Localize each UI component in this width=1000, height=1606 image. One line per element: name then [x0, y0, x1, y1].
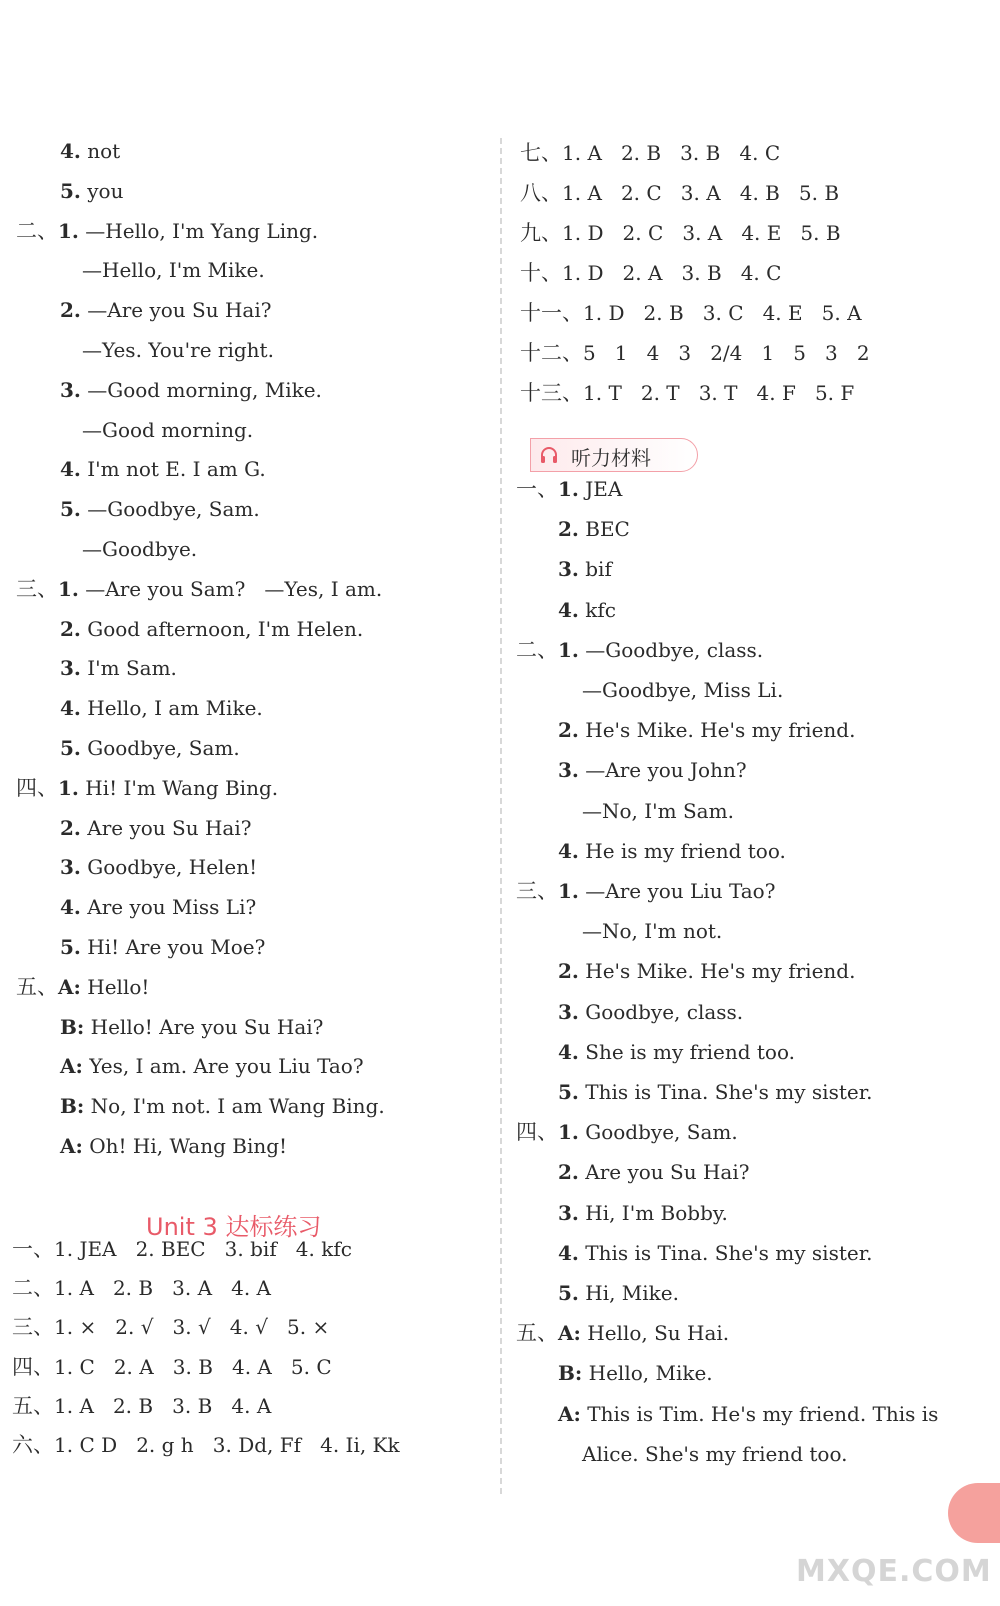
answer-text: —Good morning. [82, 417, 254, 442]
answer-text: BEC [578, 517, 630, 542]
answer-text: Alice. She's my friend too. [582, 1441, 848, 1466]
answer-line [16, 576, 382, 602]
answer-line [60, 138, 120, 164]
answer-line [60, 735, 240, 761]
item-number: 5. [60, 736, 81, 760]
transcript-line [516, 878, 775, 904]
answer-text: Goodbye, Helen! [80, 855, 258, 880]
column-divider [500, 138, 502, 1494]
item-number: 1. [58, 218, 79, 243]
transcript-line [582, 918, 722, 944]
transcript-line [558, 516, 630, 542]
item-number: 1. [58, 775, 79, 800]
answer-line [16, 218, 318, 244]
watermark-logo [796, 1490, 996, 1600]
item-number: 4. [558, 838, 579, 863]
section-number: 三、 [516, 879, 558, 903]
transcript-line [558, 1240, 872, 1266]
section-number: 九、 [520, 221, 562, 245]
answer-line [520, 140, 780, 166]
transcript-line [582, 798, 734, 824]
answer-text: Hi! I'm Wang Bing. [78, 775, 279, 800]
answer-text: 1. × 2. √ 3. √ 4. √ 5. × [54, 1315, 330, 1340]
item-number: 1. [58, 576, 79, 601]
answer-text: This is Tina. She's my sister. [578, 1080, 873, 1104]
item-number: 4. [558, 597, 579, 622]
answer-text: 1. T 2. T 3. T 4. F 5. F [583, 381, 855, 405]
transcript-line [516, 637, 763, 663]
answer-line [520, 260, 781, 286]
section-number: 七、 [520, 141, 562, 165]
section-number: 六、 [12, 1433, 54, 1457]
answer-text: I'm not E. I am G. [80, 457, 266, 482]
answer-text: She is my friend too. [578, 1039, 796, 1064]
answer-text: —No, I'm not. [582, 919, 723, 944]
section-number: 二、 [516, 637, 558, 662]
item-number: A: [558, 1401, 581, 1426]
item-number: A: [60, 1054, 83, 1079]
headphones-icon [539, 445, 559, 465]
transcript-line [558, 1159, 749, 1185]
item-number: 5. [60, 935, 81, 959]
transcript-line [558, 1079, 872, 1105]
watermark-text: MXQE.COM [796, 1554, 992, 1589]
item-number: A: [60, 1134, 83, 1158]
answer-text: This is Tim. He's my friend. This is [580, 1401, 939, 1426]
answer-text: Yes, I am. Are you Liu Tao? [82, 1054, 364, 1079]
section-number: 一、 [516, 477, 558, 501]
listening-material-label: 听力材料 [571, 446, 651, 470]
item-number: 2. [558, 1160, 579, 1185]
transcript-line [558, 1039, 795, 1065]
item-number: 2. [60, 815, 81, 840]
unit-answer-line [12, 1432, 400, 1458]
answer-line [60, 377, 322, 403]
answer-line [520, 180, 839, 206]
unit-answer-line [12, 1393, 271, 1419]
answer-text: Hello, Mike. [582, 1361, 713, 1386]
item-number: 4. [60, 457, 81, 482]
item-number: 2. [60, 616, 81, 641]
answer-line [82, 257, 265, 283]
answer-text: This is Tina. She's my sister. [578, 1240, 873, 1265]
section-number: 十一、 [520, 301, 583, 325]
item-number: 1. [558, 1120, 579, 1145]
transcript-line [558, 1200, 728, 1226]
section-number: 十、 [520, 261, 562, 285]
answer-line [520, 220, 841, 246]
transcript-line [558, 999, 743, 1025]
unit-answer-line [12, 1314, 329, 1340]
item-number: 3. [60, 656, 81, 681]
answer-text: —Goodbye. [82, 537, 198, 561]
answer-text: 5 1 4 3 2/4 1 5 3 2 [583, 341, 870, 365]
answer-line [60, 496, 260, 522]
answer-text: —Goodbye, class. [578, 637, 764, 662]
item-number: B: [60, 1014, 85, 1039]
answer-line [60, 854, 257, 880]
section-number: 四、 [16, 775, 58, 800]
section-number: 二、 [12, 1276, 54, 1301]
transcript-line [558, 1280, 679, 1306]
item-number: 4. [60, 139, 81, 163]
section-number: 五、 [12, 1393, 54, 1418]
item-number: 2. [60, 298, 81, 323]
answer-text: Good afternoon, I'm Helen. [80, 616, 364, 641]
answer-line [16, 974, 149, 1000]
section-number: 十三、 [520, 381, 583, 405]
answer-line [82, 417, 253, 443]
answer-line [60, 1093, 385, 1119]
item-number: 3. [558, 999, 579, 1024]
answer-line [82, 536, 197, 562]
item-number: 5. [558, 1080, 579, 1104]
transcript-line [516, 476, 622, 502]
answer-text: 1. A 2. B 3. B 4. C [562, 141, 781, 165]
section-number: 八、 [520, 181, 562, 205]
answer-text: 1. D 2. B 3. C 4. E 5. A [583, 301, 862, 325]
item-number: 2. [558, 959, 579, 984]
transcript-line [516, 1320, 729, 1346]
answer-line [60, 297, 271, 323]
answer-text: Hello! Are you Su Hai? [84, 1014, 324, 1039]
answer-text: 1. D 2. C 3. A 4. E 5. B [562, 221, 841, 245]
answer-line [60, 934, 265, 960]
item-number: 3. [558, 557, 579, 582]
answer-text: 1. C D 2. g h 3. Dd, Ff 4. Ii, Kk [54, 1433, 400, 1457]
answer-line [82, 337, 274, 363]
answer-line [16, 775, 278, 801]
answer-text: —No, I'm Sam. [582, 798, 734, 823]
answer-text: Goodbye, class. [578, 999, 744, 1024]
transcript-line [558, 597, 616, 623]
transcript-line [558, 717, 855, 743]
answer-text: He's Mike. He's my friend. [578, 959, 856, 984]
answer-text: —Hello, I'm Mike. [82, 258, 265, 283]
answer-text: JEA [578, 477, 623, 501]
item-number: 4. [60, 895, 81, 920]
item-number: 1. [558, 637, 579, 662]
answer-text: Are you Miss Li? [80, 895, 257, 920]
transcript-line [558, 1401, 938, 1427]
transcript-line [516, 1119, 738, 1145]
item-number: 4. [60, 696, 81, 721]
item-number: 1. [558, 879, 579, 903]
answer-line [60, 655, 177, 681]
item-number: 5. [558, 1281, 579, 1305]
answer-text: 1. A 2. B 3. A 4. A [54, 1276, 272, 1301]
answer-text: Hi, Mike. [578, 1281, 679, 1305]
answer-text: —Good morning, Mike. [80, 377, 322, 402]
answer-text: Hello! [80, 974, 150, 999]
answer-line [60, 815, 251, 841]
answer-line [60, 456, 266, 482]
answer-text: —Are you Liu Tao? [578, 879, 776, 903]
item-number: 3. [60, 377, 81, 402]
item-number: 3. [558, 1200, 579, 1225]
answer-line [60, 616, 363, 642]
unit-answer-line [12, 1275, 271, 1301]
answer-text: 1. A 2. B 3. B 4. A [54, 1393, 272, 1418]
answer-line [60, 1014, 323, 1040]
answer-text: Hi! Are you Moe? [80, 935, 266, 959]
section-number: 五、 [516, 1321, 558, 1346]
answer-text: I'm Sam. [80, 656, 177, 681]
section-number: 四、 [12, 1354, 54, 1379]
transcript-line [582, 1441, 848, 1467]
transcript-line [582, 677, 783, 703]
answer-text: Hello, Su Hai. [580, 1321, 730, 1346]
answer-text: He's Mike. He's my friend. [578, 718, 856, 743]
answer-text: No, I'm not. I am Wang Bing. [84, 1094, 385, 1119]
answer-text: Are you Su Hai? [578, 1160, 750, 1185]
unit-3-title: Unit 3 达标练习 [146, 1213, 322, 1241]
answer-text: 1. D 2. A 3. B 4. C [562, 261, 782, 285]
item-number: B: [558, 1361, 583, 1386]
transcript-line [558, 1360, 713, 1386]
answer-text: bif [578, 557, 612, 582]
section-number: 五、 [16, 974, 58, 999]
listening-material-tag [530, 438, 698, 472]
item-number: 1. [558, 477, 579, 501]
answer-text: —Goodbye, Miss Li. [582, 678, 784, 702]
answer-text: —Are you John? [578, 758, 747, 783]
section-number: 一、 [12, 1237, 54, 1261]
item-number: A: [558, 1321, 581, 1346]
answer-text: Are you Su Hai? [80, 815, 252, 840]
transcript-line [558, 556, 612, 582]
answer-line [60, 1053, 364, 1079]
answer-text: 1. C 2. A 3. B 4. A 5. C [54, 1354, 332, 1379]
item-number: A: [58, 974, 81, 999]
section-number: 四、 [516, 1120, 558, 1145]
section-number: 二、 [16, 218, 58, 243]
transcript-line [558, 958, 855, 984]
item-number: 2. [558, 517, 579, 542]
answer-text: Hi, I'm Bobby. [578, 1200, 728, 1225]
answer-text: Oh! Hi, Wang Bing! [82, 1134, 288, 1158]
answer-line [520, 380, 854, 406]
section-number: 三、 [16, 576, 58, 601]
item-number: 2. [558, 718, 579, 743]
answer-line [60, 695, 263, 721]
answer-text: Goodbye, Sam. [80, 736, 240, 760]
answer-text: —Are you Sam? —Yes, I am. [78, 576, 383, 601]
transcript-line [558, 838, 786, 864]
answer-text: He is my friend too. [578, 838, 786, 863]
answer-line [520, 300, 862, 326]
section-number: 三、 [12, 1315, 54, 1340]
item-number: 5. [60, 178, 81, 203]
answer-text: —Hello, I'm Yang Ling. [78, 218, 319, 243]
item-number: B: [60, 1094, 85, 1119]
answer-line [60, 1133, 287, 1159]
answer-text: —Are you Su Hai? [80, 298, 272, 323]
answer-text: Goodbye, Sam. [578, 1120, 738, 1145]
answer-text: you [80, 178, 124, 203]
answer-text: —Yes. You're right. [82, 338, 274, 362]
item-number: 5. [60, 497, 81, 522]
item-number: 3. [60, 855, 81, 880]
unit-answer-line [12, 1354, 332, 1380]
item-number: 3. [558, 758, 579, 783]
answer-line [60, 894, 256, 920]
answer-text: —Goodbye, Sam. [80, 497, 260, 522]
answer-text: 1. A 2. C 3. A 4. B 5. B [562, 181, 840, 205]
unit-answer-line [12, 1236, 352, 1262]
answer-line [520, 340, 870, 366]
answer-text: Hello, I am Mike. [80, 696, 263, 721]
answer-line [60, 178, 123, 204]
transcript-line [558, 757, 747, 783]
item-number: 4. [558, 1240, 579, 1265]
answer-text: kfc [578, 597, 616, 622]
item-number: 4. [558, 1039, 579, 1064]
answer-text: 1. JEA 2. BEC 3. bif 4. kfc [54, 1237, 352, 1261]
section-number: 十二、 [520, 341, 583, 365]
answer-text: not [80, 139, 121, 163]
